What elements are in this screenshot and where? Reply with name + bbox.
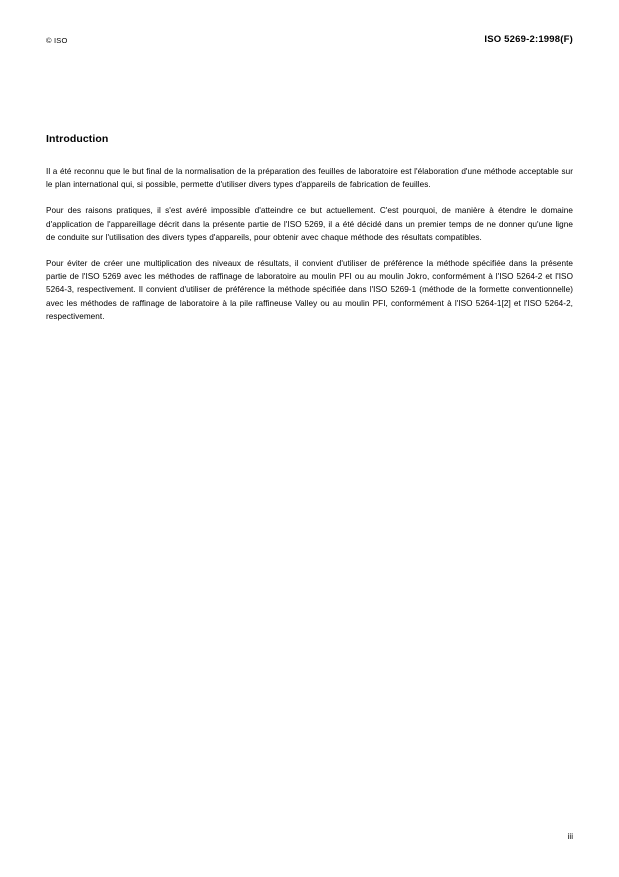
page-header <box>46 36 573 52</box>
page-number: iii <box>567 832 573 841</box>
paragraph: Pour éviter de créer une multiplication des niveaux de résultats, il convient d'utiliser de préférence la méthode spécifiée dans la présente partie de l'ISO 5269 avec les méthodes de raffinage de laboratoire au moulin PFI ou au moulin Jokro, conformément à l'ISO 5264-2 et l'ISO 5264-3, respectivement. Il convient d'utiliser de préférence la méthode spécifiée dans l'ISO 5269-1 (méthode de la formette conventionnelle) avec les méthodes de raffinage de laboratoire à la pile raffineuse Valley ou au moulin PFI, conformément à l'ISO 5264-1[2] et l'ISO 5264-2, respectivement. <box>46 259 573 321</box>
copyright-notice: © ISO <box>46 36 68 45</box>
standard-reference: ISO 5269-2:1998(F) <box>484 34 573 45</box>
page-content <box>46 133 573 323</box>
paragraph: Il a été reconnu que le but final de la normalisation de la préparation des feuilles de laboratoire est l'élaboration d'une méthode acceptable sur le plan international qui, si possible, permette d'utiliser divers types d'appareils de fabrication de feuilles. <box>46 167 573 190</box>
section-title: Introduction <box>46 133 109 145</box>
paragraph: Pour des raisons pratiques, il s'est avéré impossible d'atteindre ce but actuellement. C'est pourquoi, de manière à étendre le domaine d'application de l'appareillage décrit dans la présente partie de l'ISO 5269, il a été décidé dans un premier temps de ne donner qu'une ligne de conduite sur l'utilisation des divers types d'appareils, pour obtenir avec chaque méthode des résultats compatibles. <box>46 206 573 242</box>
